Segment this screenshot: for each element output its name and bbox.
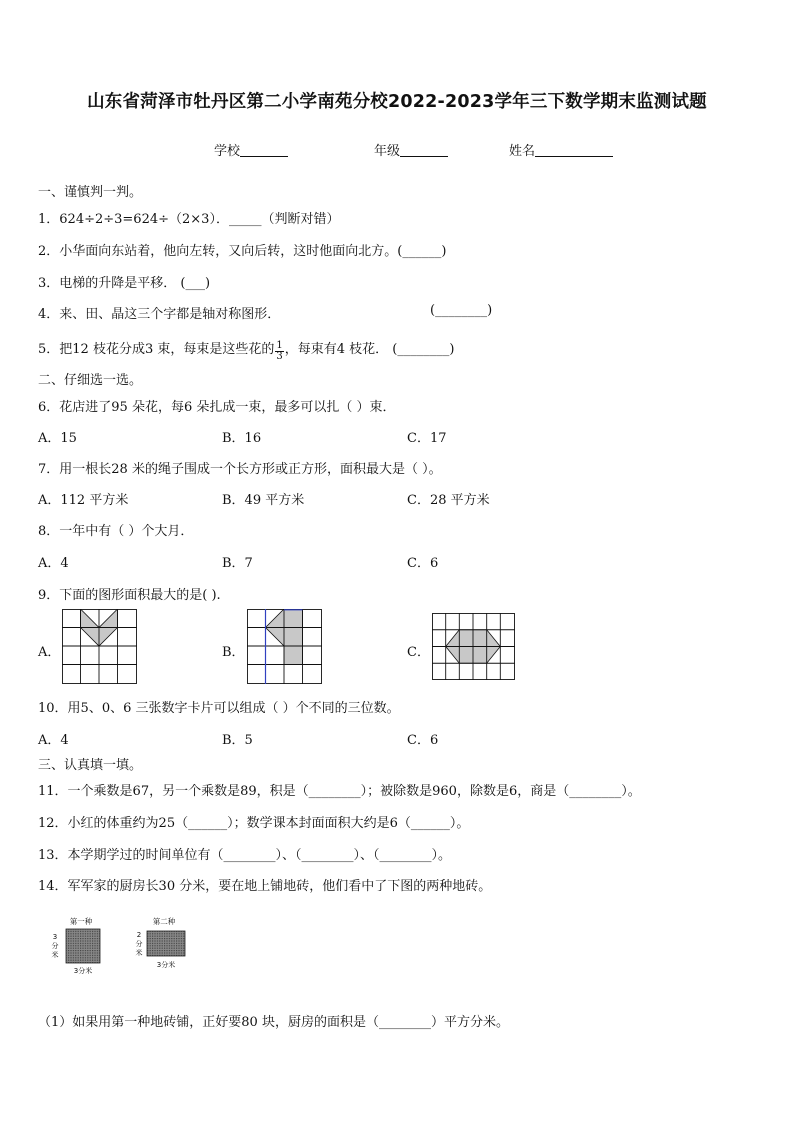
q9-option-b[interactable]: B． [222,645,245,660]
name-field [509,140,613,159]
fraction-numerator: 1 [276,340,283,351]
figure-a-grid [62,609,138,685]
figure-c-gridlines [432,613,515,680]
grade-field [374,140,448,159]
name-label: 姓名 [509,144,536,159]
school-field [214,140,288,159]
q10-option-b[interactable]: B．5 [222,733,253,748]
question-2: 2．小华面向东站着，他向左转，又向后转，这时他面向北方。(______) [38,244,447,259]
q6-option-a[interactable]: A．15 [38,431,77,446]
q8-option-c[interactable]: C．6 [407,556,439,571]
q7-option-c[interactable]: C．28 平方米 [407,493,490,508]
school-label: 学校 [214,144,241,159]
figure-c-grid [432,613,516,681]
figure-b-grid [247,609,323,685]
question-8: 8．一年中有（ ）个大月． [38,524,194,539]
question-4: 4．来、田、晶这三个字都是轴对称图形． [38,307,281,322]
q9-option-a[interactable]: A． [38,645,61,660]
grade-blank[interactable] [400,142,448,157]
question-14-part-1: （1）如果用第一种地砖铺，正好要80 块，厨房的面积是（________）平方分米。 [38,1015,509,1030]
fraction-denominator: 3 [276,351,283,362]
question-4-answer: (________) [430,303,493,318]
section-1-heading: 一、谨慎判一判。 [38,185,143,200]
tile-2-label: 第二种 [152,917,176,926]
tile-1-label: 第一种 [69,917,93,926]
tile-2-side-fen: 分 [135,940,143,948]
question-5-text: 5．把12 枝花分成3 束，每束是这些花的 [38,342,275,357]
tile-1-side-3: 3 [52,933,58,941]
question-7: 7．用一根长28 米的绳子围成一个长方形或正方形，面积最大是（ ）。 [38,462,442,477]
section-3-heading: 三、认真填一填。 [38,758,143,773]
section-2-heading: 二、仔细选一选。 [38,373,143,388]
question-5 [38,338,454,362]
q6-option-b[interactable]: B．16 [222,431,262,446]
fraction-one-third [275,341,283,362]
q8-option-a[interactable]: A．4 [38,556,69,571]
q7-option-b[interactable]: B．49 平方米 [222,493,305,508]
tile-2-side-2: 2 [136,931,142,939]
grade-label: 年级 [374,144,401,159]
question-14: 14．军军家的厨房长30 分米，要在地上铺地砖，他们看中了下图的两种地砖。 [38,879,492,894]
tile-1-square [66,929,100,963]
figure-a-gridlines [62,609,137,684]
question-3: 3．电梯的升降是平移． (___) [38,276,211,291]
question-12: 12．小红的体重约为25（______）；数学课本封面面积大约是6（______）。 [38,816,470,831]
q10-option-c[interactable]: C．6 [407,733,439,748]
q8-option-b[interactable]: B．7 [222,556,253,571]
school-blank[interactable] [240,142,288,157]
q6-option-c[interactable]: C．17 [407,431,447,446]
name-blank[interactable] [535,142,613,157]
tile-2-rect [147,931,185,956]
tile-figures [44,914,204,976]
tile-1-bottom-label: 3分米 [73,967,93,975]
tile-2-bottom-label: 3分米 [156,961,176,969]
question-6: 6．花店进了95 朵花，每6 朵扎成一束，最多可以扎（ ）束． [38,400,396,415]
q7-option-a[interactable]: A．112 平方米 [38,493,129,508]
tile-1-side-mi: 米 [51,951,59,959]
q9-option-c[interactable]: C． [407,645,430,660]
page-title: 山东省菏泽市牡丹区第二小学南苑分校2022-2023学年三下数学期末监测试题 [87,92,707,112]
question-13: 13．本学期学过的时间单位有（________）、（________）、（________）。 [38,848,452,863]
question-11: 11．一个乘数是67，另一个乘数是89，积是（________）；被除数是960，除数是6，商是（________）。 [38,784,641,799]
tile-1-side-fen: 分 [51,942,59,950]
q10-option-a[interactable]: A．4 [38,733,69,748]
question-9: 9．下面的图形面积最大的是( ). [38,588,221,603]
tile-2-side-mi: 米 [135,949,143,957]
question-1: 1．624÷2÷3=624÷（2×3）．_____（判断对错） [38,212,340,227]
question-10: 10．用5、0、6 三张数字卡片可以组成（ ）个不同的三位数。 [38,701,400,716]
question-5-text-end: ，每束有4 枝花． (________) [284,342,455,357]
